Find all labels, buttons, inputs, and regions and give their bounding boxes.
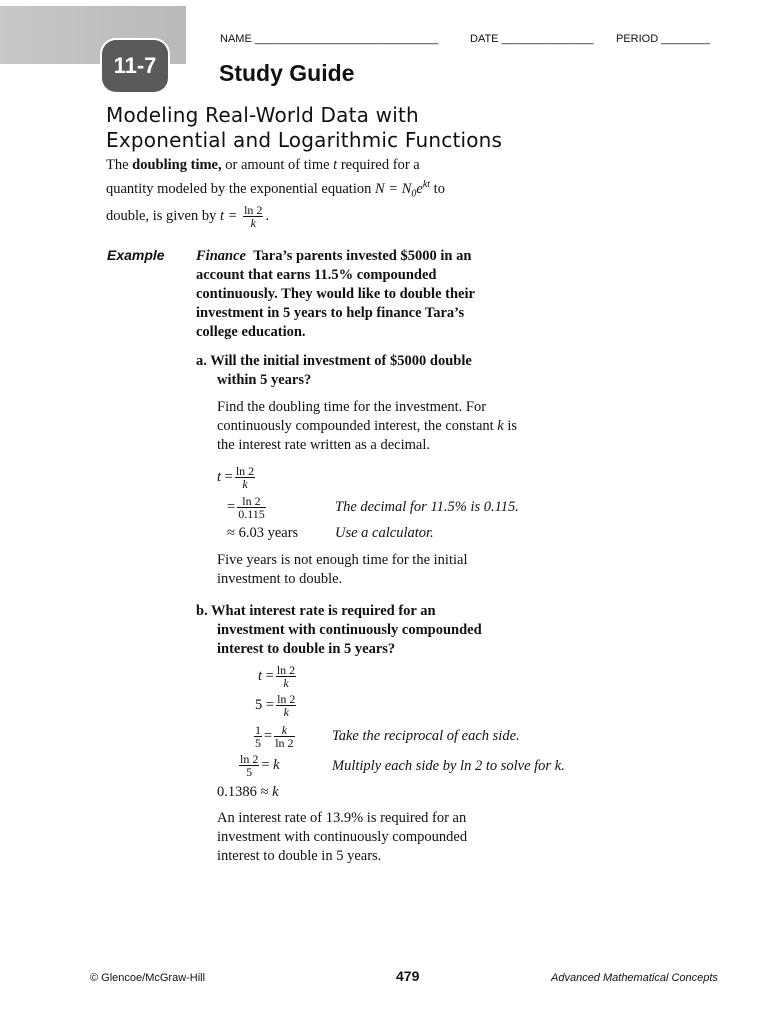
- footer-book-title: Advanced Mathematical Concepts: [551, 972, 718, 984]
- fraction-numerator: 1: [255, 723, 261, 737]
- fraction-denominator: ln 2: [275, 736, 294, 750]
- equation-lhs: t: [258, 667, 263, 684]
- subtitle-line-1: Modeling Real-World Data with: [106, 103, 419, 127]
- equals-sign: =: [264, 727, 273, 744]
- intro-paragraph: [106, 156, 566, 229]
- fraction-numerator: ln 2: [237, 495, 266, 508]
- question-line: within 5 years?: [217, 372, 312, 388]
- example-problem: [196, 247, 576, 342]
- part-b-question: [196, 602, 482, 659]
- intro-text: double, is given by: [106, 207, 220, 224]
- intro-text: .: [265, 207, 270, 224]
- intro-text: quantity modeled by the exponential equation: [106, 180, 375, 197]
- step-annotation: The decimal for 11.5% is 0.115.: [335, 499, 519, 515]
- variable-k: k: [272, 784, 279, 800]
- problem-line: Tara’s parents invested $5000 in an: [253, 248, 472, 264]
- doubling-time-fraction: [243, 204, 263, 229]
- part-a-step-2: [227, 495, 268, 520]
- example-label: Example: [107, 247, 165, 263]
- part-b-step-1: [258, 664, 298, 689]
- fraction: [276, 693, 296, 718]
- part-b-conclusion: [217, 809, 467, 866]
- name-field-label: NAME ______________________________: [220, 33, 439, 45]
- step-annotation: Take the reciprocal of each side.: [332, 728, 520, 744]
- fraction: [276, 664, 296, 689]
- part-a-step-1: [217, 465, 257, 490]
- fraction-numerator: ln 2: [235, 464, 255, 478]
- intro-text: required for a: [337, 157, 420, 173]
- explanation-line: the interest rate written as a decimal.: [217, 437, 430, 453]
- fraction-denominator: 5: [255, 736, 261, 750]
- equals-sign: =: [224, 468, 233, 485]
- conclusion-line: investment to double.: [217, 571, 343, 587]
- conclusion-line: investment with continuously compounded: [217, 829, 468, 845]
- result-value: 0.1386 ≈: [217, 784, 273, 800]
- equation: N = N: [375, 180, 412, 197]
- question-line: b. What interest rate is required for an: [196, 603, 436, 619]
- equation-e: e: [416, 180, 423, 197]
- intro-line-1: [106, 156, 566, 175]
- period-field-label: PERIOD ________: [616, 33, 711, 45]
- fraction: [239, 753, 259, 778]
- exponent-kt: kt: [422, 179, 431, 190]
- fraction-denominator: k: [283, 676, 289, 690]
- equation-lhs: t: [217, 468, 222, 485]
- equals-sign: =: [265, 696, 275, 713]
- subscript-zero: 0: [411, 188, 417, 200]
- variable-k: k: [273, 756, 280, 773]
- part-a-conclusion: [217, 551, 467, 589]
- part-b-step-5: [217, 783, 279, 802]
- intro-line-2: [106, 175, 566, 204]
- fraction-numerator: k: [274, 724, 294, 737]
- subtitle-line-2: Exponential and Logarithmic Functions: [106, 128, 503, 152]
- step-annotation: Use a calculator.: [335, 525, 434, 541]
- page-title: Study Guide: [219, 60, 355, 86]
- part-b-step-3: [252, 724, 297, 749]
- doubling-time-term: doubling time,: [132, 157, 222, 173]
- intro-text: The: [106, 157, 133, 173]
- intro-line-3: [106, 204, 566, 229]
- fraction: [237, 495, 266, 520]
- problem-line: investment in 5 years to help finance Tara’s: [196, 305, 465, 321]
- fraction-numerator: ln 2: [244, 202, 263, 217]
- fraction-numerator: ln 2: [240, 752, 259, 766]
- equation-lhs: 5: [255, 696, 263, 713]
- explanation-line: Find the doubling time for the investment. For: [217, 399, 487, 415]
- conclusion-line: interest to double in 5 years.: [217, 848, 382, 864]
- equation: t =: [219, 207, 242, 224]
- equals-sign: =: [261, 756, 274, 773]
- conclusion-line: Five years is not enough time for the initial: [217, 552, 468, 568]
- question-line: interest to double in 5 years?: [217, 641, 396, 657]
- fraction: [235, 465, 255, 490]
- fraction-denominator: 0.115: [238, 507, 265, 521]
- page-number: 479: [396, 968, 420, 984]
- footer-copyright: © Glencoe/McGraw-Hill: [90, 972, 206, 984]
- fraction: [274, 724, 294, 749]
- intro-text: or amount of time: [221, 157, 334, 173]
- part-a-question: [196, 352, 472, 390]
- fraction-numerator: ln 2: [277, 692, 296, 706]
- problem-line: continuously. They would like to double their: [196, 286, 475, 302]
- part-a-explanation: [217, 398, 517, 455]
- fraction-denominator: k: [250, 215, 256, 230]
- equals-sign: =: [227, 498, 236, 515]
- conclusion-line: An interest rate of 13.9% is required for an: [217, 810, 467, 826]
- variable-k: k: [497, 418, 504, 434]
- fraction-numerator: ln 2: [276, 663, 296, 677]
- question-line: investment with continuously compounded: [217, 622, 482, 638]
- question-line: a. Will the initial investment of $5000 double: [196, 353, 472, 369]
- fraction: [254, 724, 262, 749]
- lesson-subtitle: [106, 103, 502, 153]
- fraction-denominator: 5: [246, 765, 253, 779]
- equals-sign: =: [265, 667, 274, 684]
- step-annotation: Multiply each side by ln 2 to solve for k.: [332, 758, 565, 774]
- part-a-step-3: ≈ 6.03 years: [227, 525, 299, 541]
- problem-line: account that earns 11.5% compounded: [196, 267, 437, 283]
- example-topic: Finance: [196, 248, 246, 264]
- date-field-label: DATE _______________: [470, 33, 594, 45]
- explanation-text: continuously compounded interest, the constant: [217, 418, 498, 434]
- variable-t: t: [333, 157, 338, 173]
- part-b-step-4: [237, 753, 280, 778]
- fraction-denominator: k: [283, 705, 289, 719]
- lesson-number-badge: 11-7: [102, 40, 168, 92]
- intro-text: to: [430, 180, 445, 197]
- problem-line: college education.: [196, 324, 306, 340]
- part-b-step-2: [255, 693, 298, 718]
- explanation-text: is: [503, 418, 518, 434]
- fraction-denominator: k: [242, 477, 248, 491]
